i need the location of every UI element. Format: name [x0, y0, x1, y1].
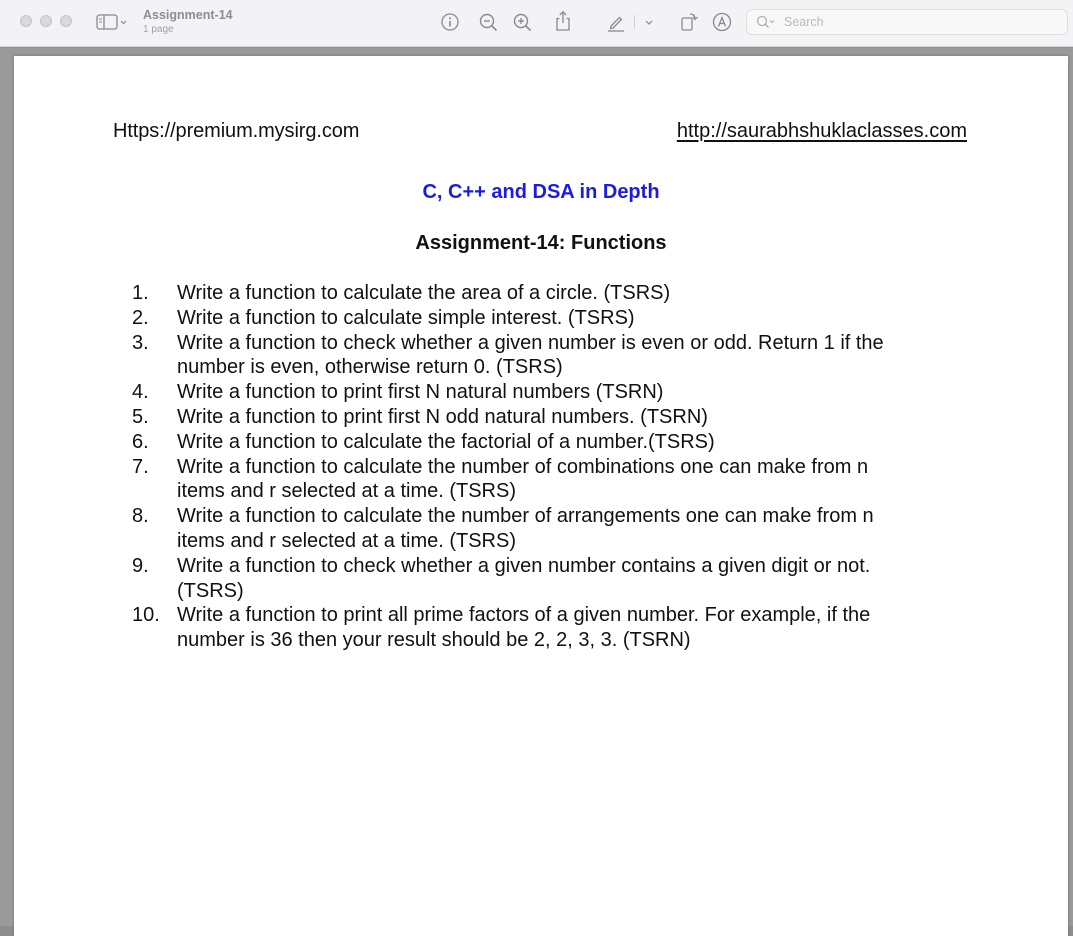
list-item-line: Write a function to print all prime factors of a given number. For example, if the: [177, 604, 871, 627]
list-item-number: 5.: [132, 405, 149, 428]
zoom-out-icon: [478, 12, 500, 32]
list-item: [132, 405, 952, 430]
list-item-text: [177, 504, 952, 554]
list-item: [132, 281, 952, 306]
document-title: Assignment-14: [143, 8, 233, 22]
info-button[interactable]: [440, 12, 460, 32]
list-item: [132, 603, 952, 653]
list-item-text: [177, 430, 952, 455]
search-field[interactable]: [746, 9, 1068, 35]
list-item-text: [177, 331, 952, 381]
header-url-left: Https://premium.mysirg.com: [113, 120, 360, 142]
list-item-line: Write a function to calculate simple interest. (TSRS): [177, 306, 635, 329]
share-button[interactable]: [553, 10, 573, 32]
question-list: [132, 281, 952, 653]
rotate-button[interactable]: [677, 10, 699, 32]
list-item-number: 10.: [132, 604, 160, 627]
search-input[interactable]: [782, 14, 1046, 30]
list-item-line: Write a function to calculate the area of a circle. (TSRS): [177, 282, 671, 304]
list-item: [132, 554, 952, 604]
list-item-number: 7.: [132, 455, 149, 478]
list-item-number: 4.: [132, 381, 149, 404]
list-item-line: items and r selected at a time. (TSRS): [177, 480, 517, 503]
course-title: C, C++ and DSA in Depth: [422, 181, 660, 203]
list-item-number: 9.: [132, 554, 149, 577]
chevron-down-icon: [642, 14, 656, 30]
list-item-text: [177, 455, 952, 505]
list-item-line: number is 36 then your result should be 2, 2, 3, 3. (TSRN): [177, 629, 691, 652]
list-item-line: Write a function to calculate the number of combinations one can make from n: [177, 455, 869, 478]
list-item-line: items and r selected at a time. (TSRS): [177, 529, 517, 552]
list-item-line: Write a function to calculate the factorial of a number.(TSRS): [177, 430, 715, 453]
markup-options-button[interactable]: [642, 14, 656, 30]
list-item-line: Write a function to print first N natural numbers (TSRN): [177, 381, 664, 404]
share-icon: [553, 10, 573, 32]
assignment-title: Assignment-14: Functions: [415, 232, 667, 254]
zoom-out-button[interactable]: [478, 12, 500, 32]
annotate-icon: [711, 11, 733, 33]
list-item: [132, 455, 952, 505]
list-item-number: 2.: [132, 306, 149, 329]
list-item-text: [177, 554, 952, 604]
list-item-line: Write a function to check whether a given number is even or odd. Return 1 if the: [177, 331, 884, 354]
rotate-icon: [677, 10, 699, 32]
zoom-in-button[interactable]: [512, 12, 534, 32]
info-icon: [440, 12, 460, 32]
list-item: [132, 306, 952, 331]
list-item: [132, 331, 952, 381]
list-item-line: Write a function to check whether a given number contains a given digit or not.: [177, 554, 871, 577]
window-close-button[interactable]: [20, 15, 32, 27]
list-item: [132, 380, 952, 405]
list-item-number: 1.: [132, 282, 149, 304]
page-count: 1 page: [143, 24, 174, 35]
list-item-number: 8.: [132, 505, 149, 528]
window-minimize-button[interactable]: [40, 15, 52, 27]
list-item-number: 6.: [132, 430, 149, 453]
list-item-text: [177, 603, 952, 653]
markup-pen-icon: [602, 11, 628, 33]
list-item-line: Write a function to print first N odd natural numbers. (TSRN): [177, 405, 708, 428]
document-page: [14, 56, 1068, 936]
sidebar-toggle-button[interactable]: [94, 12, 130, 32]
list-item-text: [177, 405, 952, 430]
list-item-line: Write a function to calculate the number of arrangements one can make from n: [177, 505, 874, 528]
list-item-line: number is even, otherwise return 0. (TSRS): [177, 356, 563, 379]
list-item-text: [177, 281, 952, 306]
window-toolbar: [0, 0, 1073, 47]
list-item-line: (TSRS): [177, 579, 244, 602]
markup-button[interactable]: [602, 11, 628, 33]
window-title-block: [143, 8, 233, 36]
list-item: [132, 430, 952, 455]
list-item: [132, 504, 952, 554]
list-item-text: [177, 306, 952, 331]
header-url-right-link[interactable]: http://saurabhshuklaclasses.com: [676, 120, 967, 142]
sidebar-icon: [94, 12, 130, 32]
window-zoom-button[interactable]: [60, 15, 72, 27]
toolbar-separator: [634, 15, 635, 29]
list-item-number: 3.: [132, 331, 149, 354]
zoom-in-icon: [512, 12, 534, 32]
list-item-text: [177, 380, 952, 405]
search-icon: [756, 15, 776, 29]
annotate-button[interactable]: [711, 11, 733, 33]
